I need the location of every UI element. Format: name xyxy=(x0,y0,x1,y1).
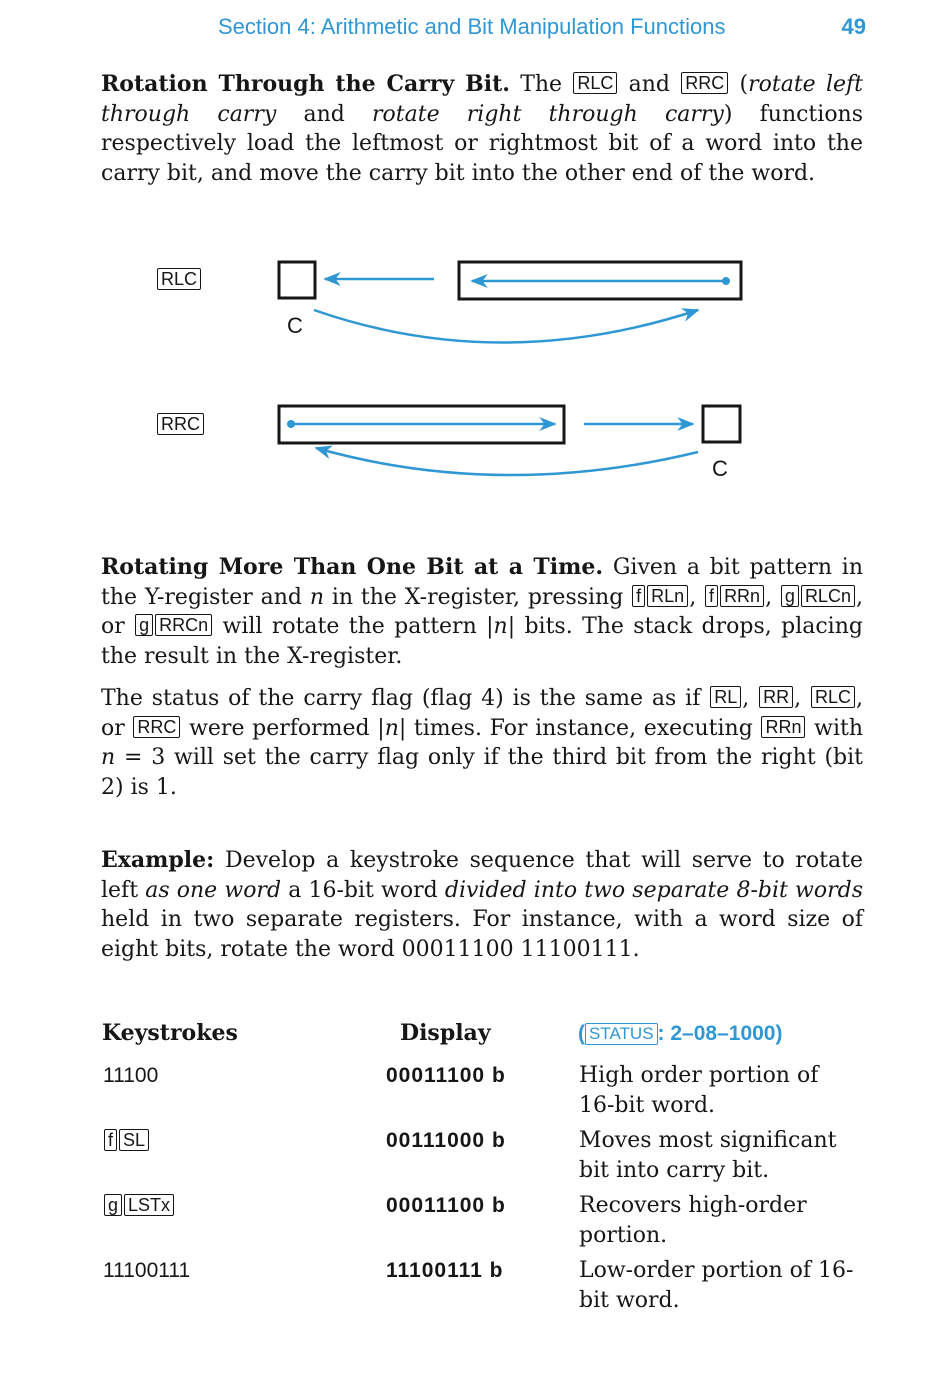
text: will rotate the pattern | xyxy=(213,614,494,639)
rrn-key: RRn xyxy=(720,585,764,607)
carry-label-rrc: C xyxy=(712,456,728,481)
word-end-dot-rlc xyxy=(722,277,730,285)
row-keystrokes xyxy=(103,1194,175,1219)
row-keystrokes: 11100 xyxy=(103,1064,159,1087)
rr-key: RR xyxy=(759,686,793,708)
rln-key: RLn xyxy=(647,585,688,607)
row-keystrokes: 11100111 xyxy=(103,1259,191,1282)
f-key: f xyxy=(705,585,718,607)
sl-key: SL xyxy=(119,1129,149,1151)
row-display: 00011100 b xyxy=(386,1064,506,1087)
text: in the X-register, pressing xyxy=(323,584,632,610)
lstx-key: LSTx xyxy=(124,1194,174,1216)
text: , xyxy=(742,686,759,711)
carry-return-arc-rlc xyxy=(314,310,698,343)
text: , or xyxy=(101,686,863,741)
g-key: g xyxy=(135,614,153,636)
row-note: Low-order portion of 16-bit word. xyxy=(579,1258,854,1313)
keystrokes-column-header: Keystrokes xyxy=(102,1020,238,1046)
g-key: g xyxy=(104,1194,122,1216)
rrn-key: RRn xyxy=(761,716,805,738)
italic-text: rotate right through carry xyxy=(372,101,724,127)
italic-n: n xyxy=(309,584,324,610)
text: = 3 will set the carry flag only if the third bit from the right (bit 2) is 1. xyxy=(101,745,863,800)
text: , xyxy=(689,584,705,610)
text: ( xyxy=(729,72,749,97)
text: , xyxy=(765,584,780,610)
row-note: Moves most significant bit into carry bit. xyxy=(579,1128,837,1183)
f-key: f xyxy=(632,585,645,607)
row-display: 00011100 b xyxy=(386,1194,506,1217)
italic-text: rotate left through carry xyxy=(101,72,863,127)
row-display: 11100111 b xyxy=(386,1259,504,1282)
text: , xyxy=(794,686,810,711)
text: Given a bit pattern in the Y-register and xyxy=(101,555,863,610)
rlcn-key: RLCn xyxy=(801,585,855,607)
section-title: Section 4: Arithmetic and Bit Manipulation Functions xyxy=(218,14,726,39)
rrc-diagram-label: RRC xyxy=(157,413,204,435)
word-end-dot-rrc xyxy=(287,420,295,428)
italic-text: divided into two separate 8-bit words xyxy=(444,877,863,903)
rrcn-key: RRCn xyxy=(155,614,212,636)
text: : 2–08–1000) xyxy=(657,1022,783,1045)
f-key: f xyxy=(104,1129,117,1151)
carry-bit-box-rlc xyxy=(279,262,315,298)
carry-label-rlc: C xyxy=(287,313,303,338)
row-note: Recovers high-order portion. xyxy=(579,1193,807,1248)
text: a 16-bit word xyxy=(281,877,445,903)
text: The status of the carry flag (flag 4) is the same as if xyxy=(101,686,710,711)
rotation-carry-heading: Rotation Through the Carry Bit. xyxy=(101,71,510,97)
text: ) functions respectively load the leftmost or rightmost bit of a word into the carry bit, and move the carry bit into the other end of the word. xyxy=(101,101,864,186)
status-column-header xyxy=(578,1022,782,1046)
status-key: STATUS xyxy=(585,1023,658,1045)
rrc-key: RRC xyxy=(681,72,728,94)
carry-status-paragraph xyxy=(101,684,863,802)
rl-key: RL xyxy=(710,686,741,708)
text: were performed | xyxy=(181,715,385,741)
text: ( xyxy=(578,1022,585,1045)
row-display: 00111000 b xyxy=(386,1129,506,1152)
carry-return-arc-rrc xyxy=(316,448,698,475)
display-column-header: Display xyxy=(400,1020,491,1046)
multibit-paragraph xyxy=(101,553,863,671)
example-heading: Example: xyxy=(101,847,215,873)
text: | bits. The stack drops, placing the result in the X-register. xyxy=(101,614,863,669)
text: Develop a keystroke sequence that will serve to rotate left xyxy=(101,848,863,903)
row-note: High order portion of 16-bit word. xyxy=(579,1063,819,1118)
italic-n: n xyxy=(493,614,508,639)
rrc-key: RRC xyxy=(133,716,180,738)
italic-n: n xyxy=(384,715,399,741)
g-key: g xyxy=(781,585,799,607)
text: The xyxy=(509,72,573,97)
multibit-heading: Rotating More Than One Bit at a Time. xyxy=(101,554,604,580)
italic-n: n xyxy=(101,745,116,770)
rlc-key: RLC xyxy=(811,686,855,708)
text: and xyxy=(618,72,681,97)
carry-bit-box-rrc xyxy=(703,406,740,442)
text: with xyxy=(806,715,864,741)
row-keystrokes xyxy=(103,1129,150,1154)
text: | times. For instance, executing xyxy=(398,715,761,741)
text: and xyxy=(276,101,373,127)
rlc-diagram-label: RLC xyxy=(157,268,201,290)
italic-text: as one word xyxy=(145,877,282,903)
text: held in two separate registers. For instance, with a word size of eight bits, rotate the word 00011100 11100111. xyxy=(101,907,863,962)
example-paragraph xyxy=(101,846,863,964)
rlc-key: RLC xyxy=(573,72,617,94)
page-number: 49 xyxy=(841,14,866,39)
text: , or xyxy=(101,584,863,639)
